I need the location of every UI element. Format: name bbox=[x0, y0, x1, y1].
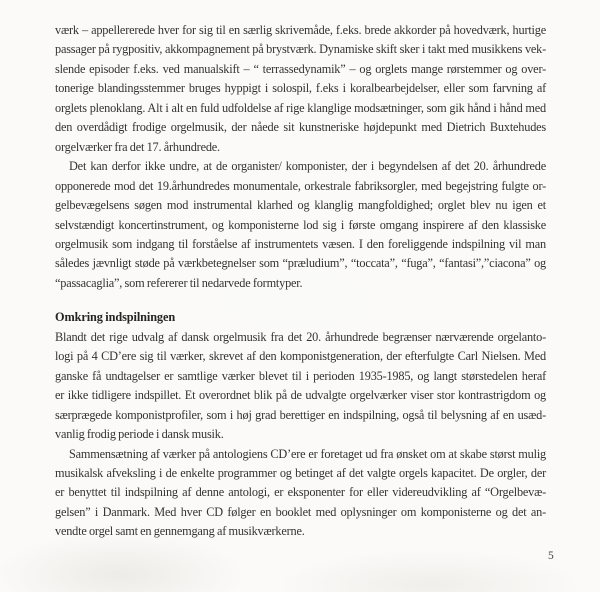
text-line: logi på 4 CD’ere sig til værker, skrevet af den komponistgeneration, der efterfulgte Carl Nielsen. Med bbox=[55, 349, 546, 364]
section-heading: Omkring indspilningen bbox=[55, 310, 176, 325]
text-line: er benyttet til indspilning af denne antologi, er eksponenter for eller videreudvikling af “Orgelbevæ- bbox=[55, 485, 546, 500]
text-line: orgelværker fra det 17. århundrede. bbox=[55, 139, 220, 154]
text-line: særprægede komponistprofiler, som i høj grad berettiger en indspilning, også til belysning af en usæd- bbox=[55, 407, 546, 422]
text-line: Blandt det rige udvalg af dansk orgelmusik fra det 20. århundrede begrænser nærværende orgelanto- bbox=[55, 329, 546, 344]
text-line: slende episoder f.eks. ved manualskift – “ terrassedynamik” – og orglets mange rørstemmer og over- bbox=[55, 61, 546, 76]
text-line: den overdådigt frodige orgelmusik, der nåede sit kunstneriske højdepunkt med Dietrich Buxtehudes bbox=[55, 120, 546, 135]
text-line: Det kan derfor ikke undre, at de organister/ komponister, der i begyndelsen af det 20. århundrede bbox=[69, 159, 546, 174]
text-line: vendte orgel samt en gennemgang af musikværkerne. bbox=[55, 524, 305, 539]
text-line: tonerige blandingsstemmer bruges hyppigt i solospil, f.eks i koralbearbejdelser, eller som farvning af bbox=[55, 81, 546, 96]
text-line: således jævnligt støde på værkbetegnelser som “præludium”, “toccata”, “fuga”, “fantasi”,”ciacona” og bbox=[55, 256, 546, 271]
text-line: orglets plenoklang. Alt i alt en fuld udfoldelse af rige klanglige modsætninger, som gik hånd i hånd med bbox=[55, 100, 546, 115]
text-line: værk – appellererede hver for sig til en særlig skrivemåde, f.eks. brede akkorder på hovedværk, hurtige bbox=[55, 23, 546, 37]
paragraph bbox=[55, 21, 546, 157]
text-line: musikalsk afveksling i de enkelte programmer og betinget af det valgte orgels kapacitet. De orgler, der bbox=[55, 465, 546, 480]
text-column bbox=[55, 21, 546, 542]
page-number: 5 bbox=[548, 550, 554, 562]
paragraph bbox=[55, 445, 546, 542]
text-line: gelsen” i Danmark. Med hver CD følger en booklet med oplysninger om komponisterne og det an- bbox=[55, 504, 546, 519]
paragraph bbox=[55, 328, 546, 445]
text-line: ganske få undtagelser er samtlige værker blevet til i perioden 1935-1985, og langt størstedelen heraf bbox=[55, 368, 546, 383]
text-line: vanlig frodig periode i dansk musik. bbox=[55, 427, 224, 442]
text-line: opponerede mod det 19.århundredes monumentale, orkestrale fabriksorgler, med begejstring fulgte or- bbox=[55, 178, 546, 193]
text-line: gelbevægelsens søgen mod instrumental klarhed og klanglig mangfoldighed; orglet blev nu igen et bbox=[55, 198, 546, 213]
text-line: Sammensætning af værker på antologiens CD’ere er foretaget ud fra ønsket om at skabe størst mulig bbox=[69, 446, 546, 461]
text-line: “passacaglia”, som refererer til nedarvede formtyper. bbox=[55, 275, 303, 290]
text-line: selvstændigt koncertinstrument, og komponisterne lod sig i første omgang inspirere af den klassiske bbox=[55, 217, 546, 232]
text-line: er ikke tidligere indspillet. Et overordnet blik på de udvalgte orgelværker viser stor kontrastrigdom og bbox=[55, 388, 546, 403]
text-line: orgelmusik som indgang til forståelse af instrumentets væsen. I den foreliggende indspilning vil man bbox=[55, 236, 546, 251]
paragraph bbox=[55, 157, 546, 293]
text-line: passager på rygpositiv, akkompagnement på brystværk. Dynamiske skift sker i takt med musikkens vek- bbox=[55, 42, 546, 57]
